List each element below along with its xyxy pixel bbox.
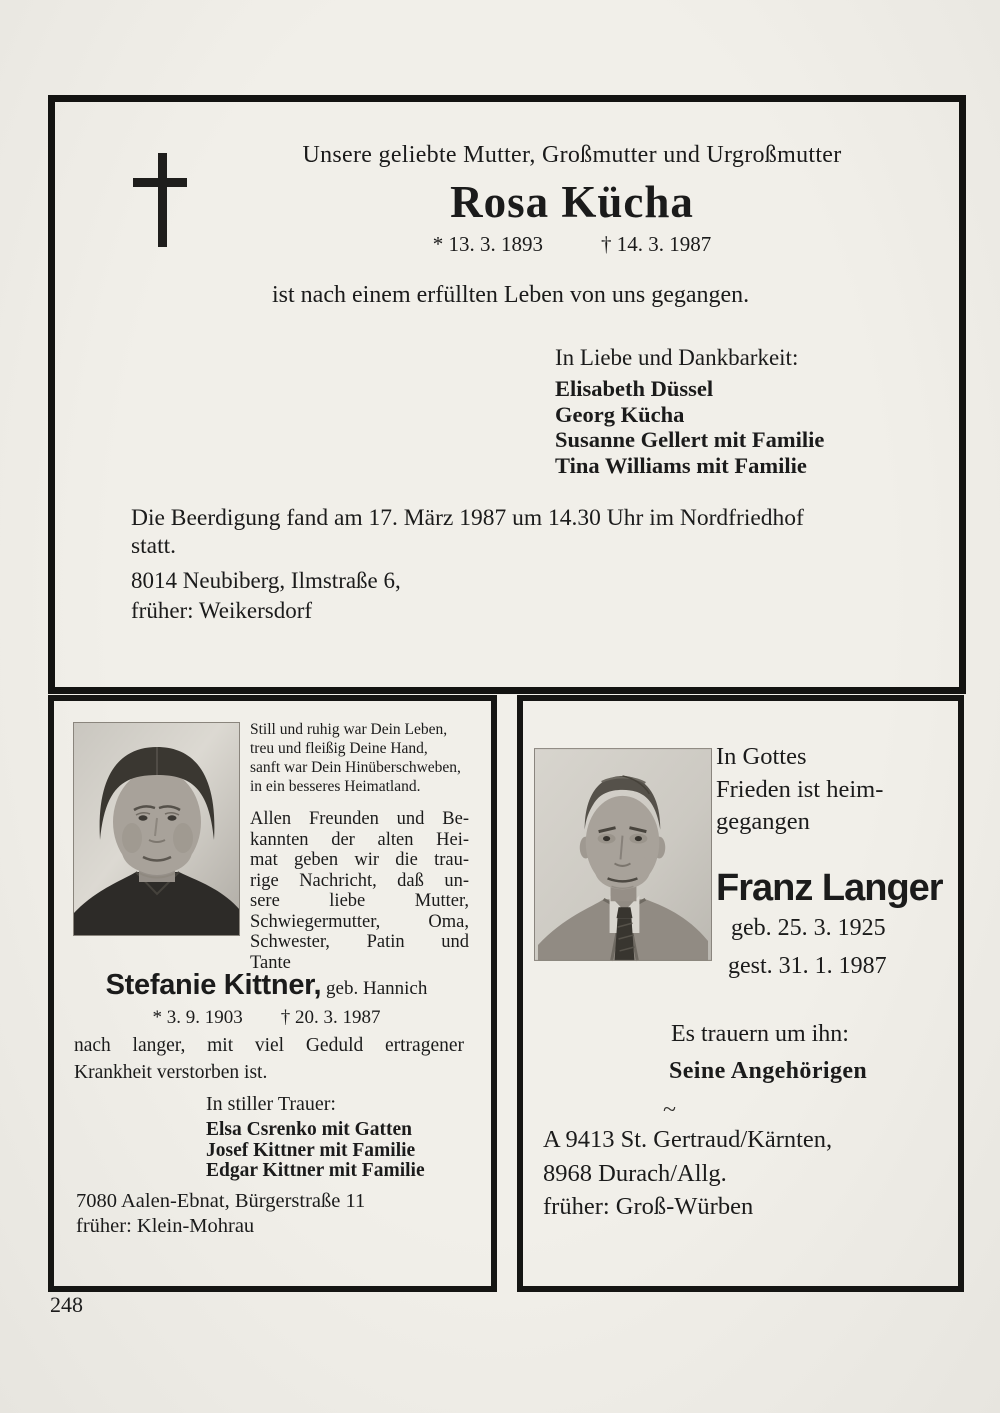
announcement-line: sere liebe Mutter, xyxy=(250,891,469,911)
cross-icon xyxy=(131,150,189,250)
mourners-list xyxy=(206,1120,425,1182)
funeral-line: statt. xyxy=(131,533,177,559)
former-residence: früher: Groß-Würben xyxy=(543,1193,754,1220)
poem-line: Still und ruhig war Dein Leben, xyxy=(250,721,448,738)
deceased-name: Franz Langer xyxy=(716,867,943,909)
mourner: Elsa Csrenko mit Gatten xyxy=(206,1119,413,1140)
page-number: 248 xyxy=(50,1292,83,1317)
address-line: 7080 Aalen-Ebnat, Bürgerstraße 11 xyxy=(76,1190,366,1212)
intro-line: Unsere geliebte Mutter, Großmutter und Urgroßmutter xyxy=(302,142,842,168)
photo-franz-langer xyxy=(534,747,712,962)
cross-horizontal-bar xyxy=(133,178,187,187)
mourning-intro: Es trauern um ihn: xyxy=(671,1021,849,1047)
announcement-text xyxy=(250,809,469,973)
announcement-line: mat geben wir die trau- xyxy=(250,850,469,870)
death-statement-line: nach langer, mit viel Geduld ertragener xyxy=(74,1035,464,1056)
mourner: Josef Kittner mit Familie xyxy=(206,1139,416,1161)
announcement-line: rige Nachricht, daß un- xyxy=(250,870,469,891)
address-line: A 9413 St. Gertraud/Kärnten, xyxy=(543,1126,833,1153)
funeral-info xyxy=(131,504,901,560)
deceased-name-line xyxy=(54,969,479,1002)
announcement-line: Schwiegermutter, Oma, xyxy=(250,911,469,932)
announcement-line: Tante xyxy=(250,952,291,973)
photo-stefanie-kittner xyxy=(73,722,240,936)
former-residence: früher: Weikersdorf xyxy=(131,598,313,623)
poem-line: sanft war Dein Hinüberschweben, xyxy=(250,759,461,776)
announcement-line: kannten der alten Hei- xyxy=(250,829,469,850)
mourner: Tina Williams mit Familie xyxy=(555,452,807,478)
life-dates xyxy=(54,1007,479,1029)
birth-date: * 13. 3. 1893 xyxy=(432,232,543,256)
death-date: gest. 31. 1. 1987 xyxy=(728,953,887,979)
announcement-line: Allen Freunden und Be- xyxy=(250,809,469,829)
death-date: † 14. 3. 1987 xyxy=(601,232,712,256)
life-dates xyxy=(267,232,877,257)
obituary-rosa-kucha xyxy=(48,95,966,694)
mourner: Georg Kücha xyxy=(555,401,685,427)
intro-line: Frieden ist heim- xyxy=(716,775,884,803)
mourners-list: Seine Angehörigen xyxy=(669,1058,868,1084)
maiden-name: geb. Hannich xyxy=(321,978,428,999)
cross-vertical-bar xyxy=(158,153,167,247)
intro-line: gegangen xyxy=(716,808,810,835)
address-line: 8014 Neubiberg, Ilmstraße 6, xyxy=(131,568,401,593)
death-statement xyxy=(74,1032,464,1086)
portrait-man-illustration xyxy=(534,747,712,962)
funeral-line: Die Beerdigung fand am 17. März 1987 um 14.30 Uhr im Nordfriedhof xyxy=(131,505,804,531)
address-line: 8968 Durach/Allg. xyxy=(543,1160,727,1187)
intro-lines xyxy=(716,741,883,839)
announcement-line: Schwester, Patin und xyxy=(250,932,469,952)
poem-line: treu und fleißig Deine Hand, xyxy=(250,740,428,757)
deceased-name: Stefanie Kittner, xyxy=(105,969,322,1001)
mourning-intro: In stiller Trauer: xyxy=(206,1093,336,1115)
mourner: Susanne Gellert mit Familie xyxy=(555,427,825,452)
mourner: Elisabeth Düssel xyxy=(555,376,714,401)
birth-date: geb. 25. 3. 1925 xyxy=(731,915,886,941)
obituary-franz-langer xyxy=(517,695,964,1292)
birth-date: * 3. 9. 1903 xyxy=(152,1007,243,1028)
farewell-line: ist nach einem erfüllten Leben von uns gegangen. xyxy=(272,282,750,308)
intro-line: In Gottes xyxy=(716,743,807,770)
mourners-list xyxy=(555,376,824,478)
death-date: † 20. 3. 1987 xyxy=(280,1007,381,1028)
mourning-intro: In Liebe und Dankbarkeit: xyxy=(555,345,799,370)
death-statement-line: Krankheit verstorben ist. xyxy=(74,1062,268,1083)
memorial-poem xyxy=(250,720,461,796)
obituary-stefanie-kittner xyxy=(48,695,497,1292)
deceased-name: Rosa Kücha xyxy=(450,177,694,227)
poem-line: in ein besseres Heimatland. xyxy=(250,778,421,795)
former-residence: früher: Klein-Mohrau xyxy=(76,1215,255,1237)
portrait-woman-illustration xyxy=(73,722,240,936)
mourner: Edgar Kittner mit Familie xyxy=(206,1160,425,1181)
tilde-mark: ~ xyxy=(663,1097,676,1123)
